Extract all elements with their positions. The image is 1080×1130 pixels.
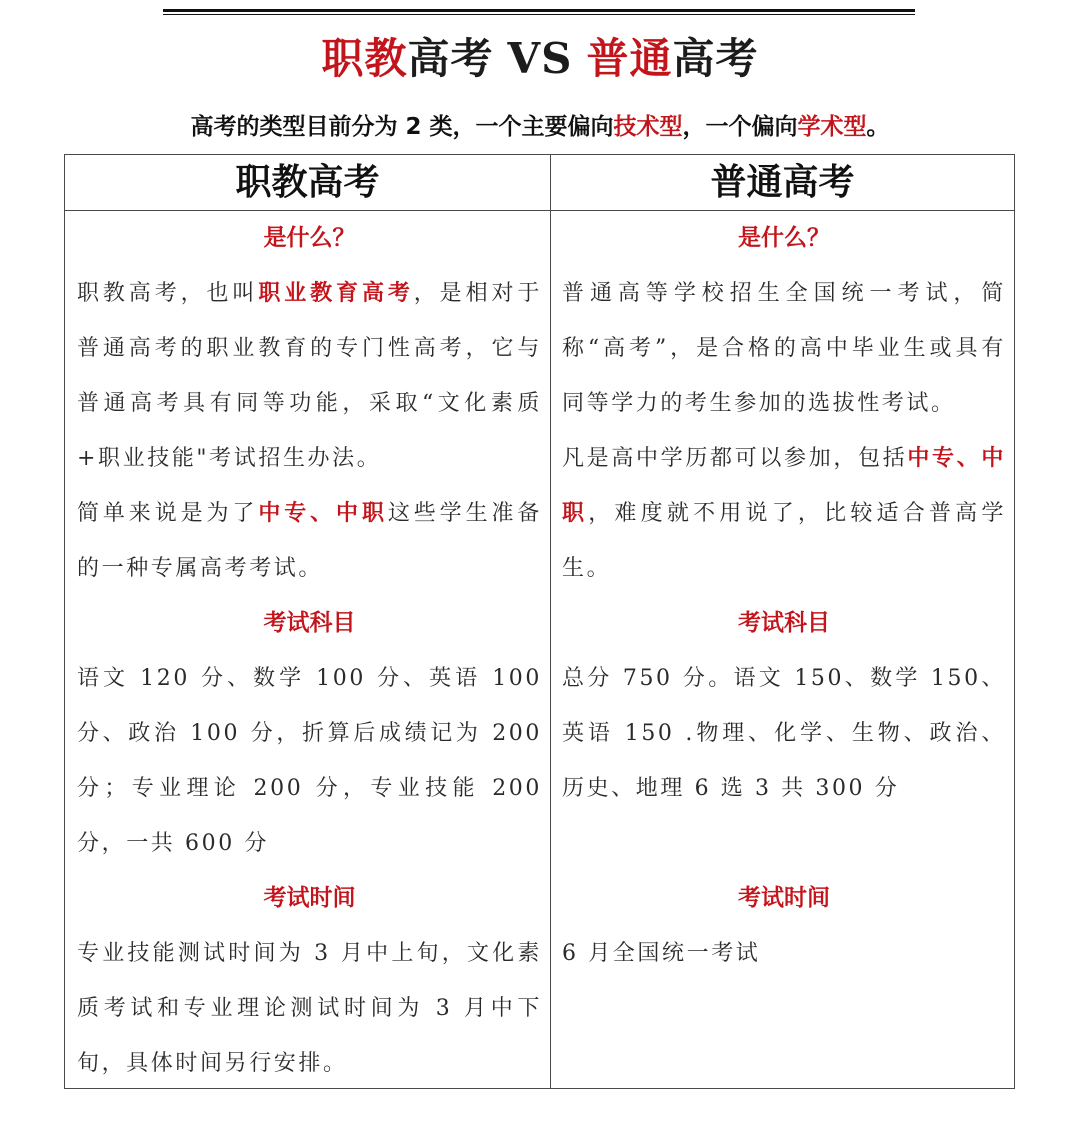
subtitle-text-middle: ，一个偏向 bbox=[682, 114, 798, 140]
vocational-what-text-a: 职教高考，也叫 bbox=[77, 281, 259, 306]
vocational-time-title: 考试时间 bbox=[263, 885, 356, 911]
vocational-time-text: 专业技能测试时间为 3 月中上旬，文化素质考试和专业理论测试时间为 3 月中下旬，具体时间另行安排。 bbox=[77, 941, 542, 1076]
comparison-table bbox=[64, 154, 1015, 1089]
general-eligibility-text-b: ，难度就不用说了，比较适合普高学生。 bbox=[562, 501, 1006, 581]
vocational-subjects-title: 考试科目 bbox=[263, 610, 356, 636]
general-what-paragraph-2 bbox=[562, 431, 1006, 596]
general-what-paragraph-1: 普通高等学校招生全国统一考试，简称“高考”，是合格的高中毕业生或具有同等学力的考生参加的选拔性考试。 bbox=[562, 281, 1006, 416]
page-title bbox=[0, 34, 1080, 84]
title-vs: VS bbox=[507, 34, 573, 83]
general-subjects-spacer bbox=[562, 816, 1006, 871]
subtitle-text-after: 。 bbox=[866, 114, 890, 140]
vocational-what-paragraph-2 bbox=[77, 486, 542, 596]
page-subtitle bbox=[0, 110, 1080, 144]
general-column-header: 普通高考 bbox=[710, 162, 855, 203]
subtitle-text-before: 高考的类型目前分为 2 类，一个主要偏向 bbox=[190, 114, 614, 140]
top-double-rule bbox=[163, 9, 915, 15]
general-subjects-text: 总分 750 分。语文 150、数学 150、英语 150 .物理、化学、生物、政治、历史、地理 6 选 3 共 300 分 bbox=[562, 666, 1006, 801]
vocational-simple-highlight: 中专、中职 bbox=[258, 500, 388, 526]
subtitle-highlight-academic: 学术型 bbox=[797, 114, 867, 140]
subtitle-highlight-technical: 技术型 bbox=[613, 114, 683, 140]
general-time-text: 6 月全国统一考试 bbox=[562, 941, 761, 966]
vocational-column bbox=[65, 211, 550, 1091]
vocational-subjects-text: 语文 120 分、数学 100 分、英语 100 分、政治 100 分，折算后成绩记为 200 分；专业理论 200 分，专业技能 200 分，一共 600 分 bbox=[77, 666, 542, 856]
vocational-what-title: 是什么？ bbox=[263, 225, 356, 251]
vocational-simple-text-b: 这些学生准备的一种专属高考考试。 bbox=[77, 501, 542, 581]
general-column bbox=[551, 211, 1014, 981]
title-exam-dark-1: 高考 bbox=[407, 34, 494, 83]
vocational-column-header: 职教高考 bbox=[235, 162, 380, 203]
title-vocational-red: 职教 bbox=[321, 34, 408, 83]
vocational-what-highlight: 职业教育高考 bbox=[258, 280, 414, 306]
general-what-title: 是什么？ bbox=[738, 225, 830, 251]
title-exam-dark-2: 高考 bbox=[672, 34, 759, 83]
general-eligibility-highlight: 中专、中职 bbox=[562, 445, 1007, 526]
title-general-red: 普通 bbox=[586, 34, 673, 83]
vocational-what-text-b: ，是相对于普通高考的职业教育的专门性高考，它与普通高考具有同等功能，采取“文化素质+职业技能"考试招生办法。 bbox=[77, 281, 542, 471]
vocational-what-paragraph-1 bbox=[77, 266, 542, 486]
general-time-title: 考试时间 bbox=[738, 885, 830, 911]
general-subjects-title: 考试科目 bbox=[738, 610, 830, 636]
general-eligibility-text-a: 凡是高中学历都可以参加，包括 bbox=[562, 446, 908, 471]
vocational-simple-text-a: 简单来说是为了 bbox=[77, 501, 259, 526]
